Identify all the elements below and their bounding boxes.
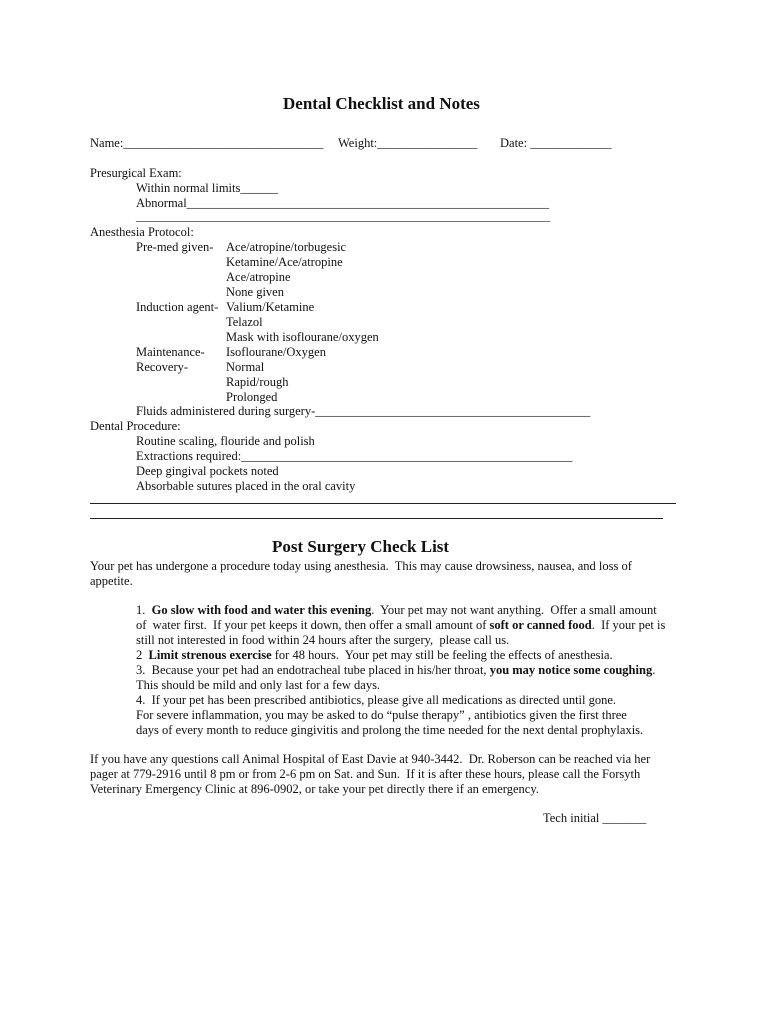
dental-item[interactable]: Deep gingival pockets noted [136, 464, 279, 478]
intro-text: appetite. [90, 574, 133, 588]
contact-text: pager at 779-2916 until 8 pm or from 2-6 pm on Sat. and Sun. If it is after these hours, please call the Forsyth [90, 767, 641, 781]
instruction-1-line3: still not interested in food within 24 hours after the surgery, please call us. [136, 633, 510, 647]
tech-initial-field[interactable]: Tech initial _______ [543, 811, 647, 825]
item-number: 2 [136, 648, 149, 662]
induction-option[interactable]: Mask with isoflourane/oxygen [226, 330, 379, 344]
item-bold: soft or canned food [489, 618, 592, 632]
post-surgery-title: Post Surgery Check List [272, 537, 450, 556]
instruction-4-line2: For severe inflammation, you may be asked to do “pulse therapy” , antibiotics given the first three [136, 708, 627, 722]
page-title: Dental Checklist and Notes [283, 94, 480, 113]
notes-line[interactable] [90, 503, 676, 504]
item-bold: Limit strenous exercise [148, 648, 272, 662]
maintenance-option[interactable]: Isoflourane/Oxygen [226, 345, 326, 359]
abnormal-field[interactable]: Abnormal__________________________________________________________ [136, 196, 550, 210]
within-normal-limits-field[interactable]: Within normal limits______ [136, 181, 278, 195]
item-text: . If your pet is [591, 618, 666, 632]
instruction-4: 4. If your pet has been prescribed antibiotics, please give all medications as directed until gone. [136, 693, 617, 707]
instruction-3-line2: This should be mild and only last for a few days. [136, 678, 381, 692]
date-field[interactable]: Date: _____________ [500, 136, 612, 150]
instruction-4-line3: days of every month to reduce gingivitis and prolong the time needed for the next dental prophylaxis. [136, 723, 644, 737]
extractions-field[interactable]: Extractions required:_____________________________________________________ [136, 449, 573, 463]
item-text: 3. Because your pet had an endotracheal tube placed in his/her throat, [136, 663, 490, 677]
item-bold: Go slow with food and water this evening [151, 603, 372, 617]
instruction-3 [136, 663, 655, 678]
recovery-option[interactable]: Rapid/rough [226, 375, 289, 389]
premed-option[interactable]: Ace/atropine/torbugesic [226, 240, 347, 254]
item-text: of water first. If your pet keeps it down, then offer a small amount of [136, 618, 490, 632]
abnormal-blank-line[interactable]: ________________________________________________________________________ [136, 211, 550, 223]
instruction-2 [136, 648, 613, 663]
dental-item[interactable]: Routine scaling, flouride and polish [136, 434, 315, 448]
item-text: for 48 hours. Your pet may still be feeling the effects of anesthesia. [271, 648, 613, 662]
maintenance-label: Maintenance- [136, 345, 205, 359]
induction-label: Induction agent- [136, 300, 219, 314]
recovery-option[interactable]: Normal [226, 360, 265, 374]
intro-text: Your pet has undergone a procedure today using anesthesia. This may cause drowsiness, nausea, and loss of [90, 559, 632, 573]
presurgical-heading: Presurgical Exam: [90, 166, 182, 180]
dental-item[interactable]: Absorbable sutures placed in the oral cavity [136, 479, 356, 493]
premed-option[interactable]: Ketamine/Ace/atropine [226, 255, 343, 269]
recovery-label: Recovery- [136, 360, 189, 374]
fluids-field[interactable]: Fluids administered during surgery-____________________________________________ [136, 404, 591, 418]
dental-procedure-heading: Dental Procedure: [90, 419, 181, 433]
item-bold: you may notice some coughing [489, 663, 653, 677]
induction-option[interactable]: Telazol [226, 315, 263, 329]
induction-option[interactable]: Valium/Ketamine [226, 300, 315, 314]
premed-option[interactable]: Ace/atropine [226, 270, 291, 284]
premed-option[interactable]: None given [226, 285, 284, 299]
item-number: 1. [136, 603, 152, 617]
item-text: . Your pet may not want anything. Offer a small amount [371, 603, 657, 617]
instruction-1-line2 [136, 618, 665, 633]
weight-field[interactable]: Weight:________________ [338, 136, 478, 150]
name-field[interactable]: Name:________________________________ [90, 136, 324, 150]
contact-text: Veterinary Emergency Clinic at 896-0902, or take your pet directly there if an emergency. [90, 782, 539, 796]
instruction-1 [136, 603, 657, 618]
notes-line[interactable] [90, 518, 663, 519]
premed-label: Pre-med given- [136, 240, 214, 254]
contact-text: If you have any questions call Animal Hospital of East Davie at 940-3442. Dr. Roberson can be reached via her [90, 752, 651, 766]
item-text: . [652, 663, 656, 677]
recovery-option[interactable]: Prolonged [226, 390, 278, 404]
anesthesia-heading: Anesthesia Protocol: [90, 225, 194, 239]
